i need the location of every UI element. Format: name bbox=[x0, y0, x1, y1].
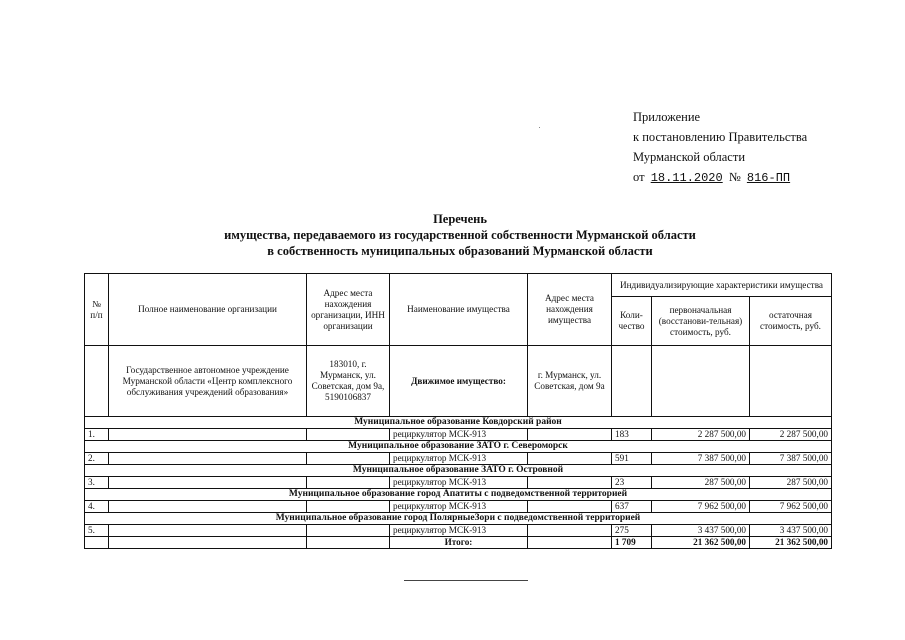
row-qty: 637 bbox=[612, 501, 652, 513]
org-property-address: г. Мурманск, ул. Советская, дом 9а bbox=[528, 346, 612, 417]
row-org bbox=[109, 501, 307, 513]
row-org bbox=[109, 429, 307, 441]
row-num: 1. bbox=[85, 429, 109, 441]
row-initial: 7 387 500,00 bbox=[652, 453, 750, 465]
table-row bbox=[85, 477, 832, 489]
header-num: № п/п bbox=[85, 274, 109, 346]
org-property: Движимое имущество: bbox=[390, 346, 528, 417]
number-prefix: № bbox=[728, 170, 741, 184]
total-address-cell bbox=[307, 537, 390, 549]
total-prop-address-cell bbox=[528, 537, 612, 549]
row-initial: 2 287 500,00 bbox=[652, 429, 750, 441]
row-prop-address bbox=[528, 525, 612, 537]
document-date: 18.11.2020 bbox=[650, 171, 723, 185]
row-prop-address bbox=[528, 477, 612, 489]
row-qty: 591 bbox=[612, 453, 652, 465]
org-qty-cell bbox=[612, 346, 652, 417]
total-label: Итого: bbox=[390, 537, 528, 549]
org-residual-cell bbox=[750, 346, 832, 417]
appendix-line-1: Приложение bbox=[633, 110, 701, 124]
title-line-1: Перечень bbox=[433, 212, 487, 226]
total-residual: 21 362 500,00 bbox=[750, 537, 832, 549]
header-prop-address: Адрес места нахождения имущества bbox=[528, 274, 612, 346]
section-title: Муниципальное образование Ковдорский район bbox=[85, 417, 832, 429]
section-row bbox=[85, 441, 832, 453]
row-qty: 183 bbox=[612, 429, 652, 441]
row-item: рециркулятор МСК-913 bbox=[390, 477, 528, 489]
row-num: 4. bbox=[85, 501, 109, 513]
row-item: рециркулятор МСК-913 bbox=[390, 453, 528, 465]
section-title: Муниципальное образование ЗАТО г. Североморск bbox=[85, 441, 832, 453]
row-item: рециркулятор МСК-913 bbox=[390, 429, 528, 441]
row-num: 2. bbox=[85, 453, 109, 465]
row-org bbox=[109, 477, 307, 489]
total-num-cell bbox=[85, 537, 109, 549]
org-initial-cell bbox=[652, 346, 750, 417]
total-initial: 21 362 500,00 bbox=[652, 537, 750, 549]
section-row bbox=[85, 465, 832, 477]
row-num: 3. bbox=[85, 477, 109, 489]
section-row bbox=[85, 489, 832, 501]
total-row bbox=[85, 537, 832, 549]
row-initial: 3 437 500,00 bbox=[652, 525, 750, 537]
row-residual: 7 387 500,00 bbox=[750, 453, 832, 465]
section-title: Муниципальное образование город Апатиты с подведомственной территорией bbox=[85, 489, 832, 501]
appendix-line-3: Мурманской области bbox=[633, 150, 746, 164]
total-org-cell bbox=[109, 537, 307, 549]
header-address: Адрес места нахождения организации, ИНН организации bbox=[307, 274, 390, 346]
date-prefix: от bbox=[633, 170, 645, 184]
scan-speck bbox=[539, 127, 540, 128]
row-qty: 23 bbox=[612, 477, 652, 489]
total-qty: 1 709 bbox=[612, 537, 652, 549]
row-address bbox=[307, 525, 390, 537]
row-initial: 7 962 500,00 bbox=[652, 501, 750, 513]
row-address bbox=[307, 501, 390, 513]
section-row bbox=[85, 417, 832, 429]
header-initial-cost: первоначальная (восстанови-тельная) стоимость, руб. bbox=[652, 297, 750, 346]
section-row bbox=[85, 513, 832, 525]
document-title bbox=[90, 211, 830, 259]
org-address: 183010, г. Мурманск, ул. Советская, дом 9а, 5190106837 bbox=[307, 346, 390, 417]
row-initial: 287 500,00 bbox=[652, 477, 750, 489]
table-row bbox=[85, 501, 832, 513]
header-property: Наименование имущества bbox=[390, 274, 528, 346]
section-title: Муниципальное образование город ПолярныеЗори с подведомственной территорией bbox=[85, 513, 832, 525]
table-row bbox=[85, 525, 832, 537]
header-org: Полное наименование организации bbox=[109, 274, 307, 346]
title-line-2: имущества, передаваемого из государственной собственности Мурманской области bbox=[224, 228, 696, 242]
row-prop-address bbox=[528, 501, 612, 513]
row-prop-address bbox=[528, 429, 612, 441]
row-org bbox=[109, 525, 307, 537]
appendix-date-line bbox=[633, 167, 807, 188]
appendix-block bbox=[633, 107, 807, 188]
row-prop-address bbox=[528, 453, 612, 465]
header-qty: Коли-чество bbox=[612, 297, 652, 346]
row-address bbox=[307, 453, 390, 465]
row-address bbox=[307, 429, 390, 441]
property-table bbox=[84, 273, 832, 549]
org-name: Государственное автономное учреждение Мурманской области «Центр комплексного обслуживания учреждений образования» bbox=[109, 346, 307, 417]
row-num: 5. bbox=[85, 525, 109, 537]
row-org bbox=[109, 453, 307, 465]
row-residual: 2 287 500,00 bbox=[750, 429, 832, 441]
row-residual: 287 500,00 bbox=[750, 477, 832, 489]
row-item: рециркулятор МСК-913 bbox=[390, 501, 528, 513]
title-line-3: в собственность муниципальных образований Мурманской области bbox=[267, 244, 653, 258]
row-residual: 3 437 500,00 bbox=[750, 525, 832, 537]
row-qty: 275 bbox=[612, 525, 652, 537]
section-title: Муниципальное образование ЗАТО г. Островной bbox=[85, 465, 832, 477]
row-address bbox=[307, 477, 390, 489]
table-row bbox=[85, 429, 832, 441]
organization-row bbox=[85, 346, 832, 417]
header-residual-cost: остаточная стоимость, руб. bbox=[750, 297, 832, 346]
row-item: рециркулятор МСК-913 bbox=[390, 525, 528, 537]
document-number: 816-ПП bbox=[746, 171, 791, 185]
header-row bbox=[85, 274, 832, 297]
org-num-cell bbox=[85, 346, 109, 417]
table-row bbox=[85, 453, 832, 465]
row-residual: 7 962 500,00 bbox=[750, 501, 832, 513]
header-characteristics: Индивидуализирующие характеристики имущества bbox=[612, 274, 832, 297]
closing-line bbox=[404, 580, 528, 581]
appendix-line-2: к постановлению Правительства bbox=[633, 130, 808, 144]
